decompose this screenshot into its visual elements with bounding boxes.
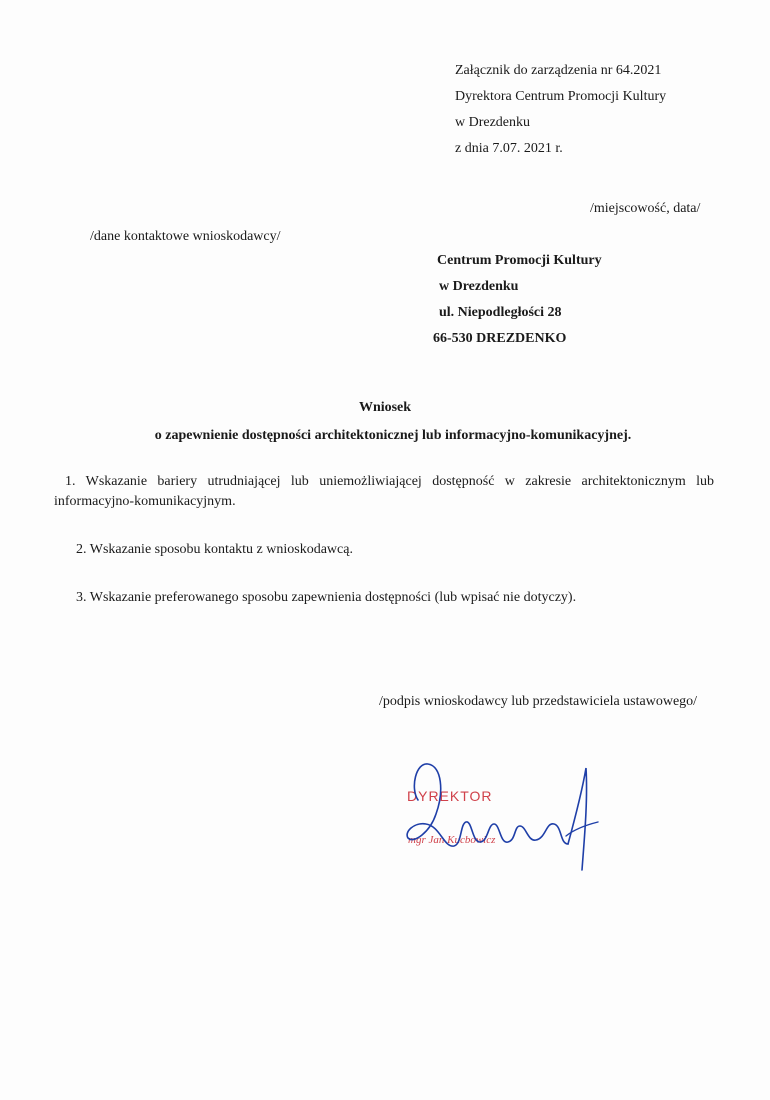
item-2: 2. Wskazanie sposobu kontaktu z wnioskodawcą. xyxy=(76,542,353,557)
recipient-line-3: ul. Niepodległości 28 xyxy=(439,305,562,320)
stamp-name: mgr Jan Kucbowicz xyxy=(408,834,496,846)
annex-line-3: w Drezdenku xyxy=(455,115,531,130)
annex-line-2: Dyrektora Centrum Promocji Kultury xyxy=(455,89,667,104)
item-1: 1. Wskazanie bariery utrudniającej lub uniemożliwiającej dostępność w zakresie architektonicznym lub informacyjno-komunikacyjnym. xyxy=(54,474,714,509)
place-date-label: /miejscowość, data/ xyxy=(590,201,701,216)
handwritten-signature xyxy=(396,752,606,882)
recipient-address xyxy=(433,248,602,352)
contact-data-label: /dane kontaktowe wnioskodawcy/ xyxy=(90,229,281,244)
annex-block xyxy=(455,58,666,162)
annex-line-4: z dnia 7.07. 2021 r. xyxy=(455,141,563,156)
signature-label: /podpis wnioskodawcy lub przedstawiciela ustawowego/ xyxy=(379,694,698,709)
document-subtitle: o zapewnienie dostępności architektonicznej lub informacyjno-komunikacyjnej. xyxy=(154,428,632,443)
document-title: Wniosek xyxy=(358,400,412,415)
director-signature-stamp xyxy=(396,752,606,882)
item-3: 3. Wskazanie preferowanego sposobu zapewnienia dostępności (lub wpisać nie dotyczy). xyxy=(76,590,577,605)
annex-line-1: Załącznik do zarządzenia nr 64.2021 xyxy=(455,63,662,78)
recipient-line-2: w Drezdenku xyxy=(439,279,519,294)
recipient-line-1: Centrum Promocji Kultury xyxy=(437,253,602,268)
stamp-title: DYREKTOR xyxy=(407,788,493,804)
recipient-line-4: 66-530 DREZDENKO xyxy=(433,331,567,346)
